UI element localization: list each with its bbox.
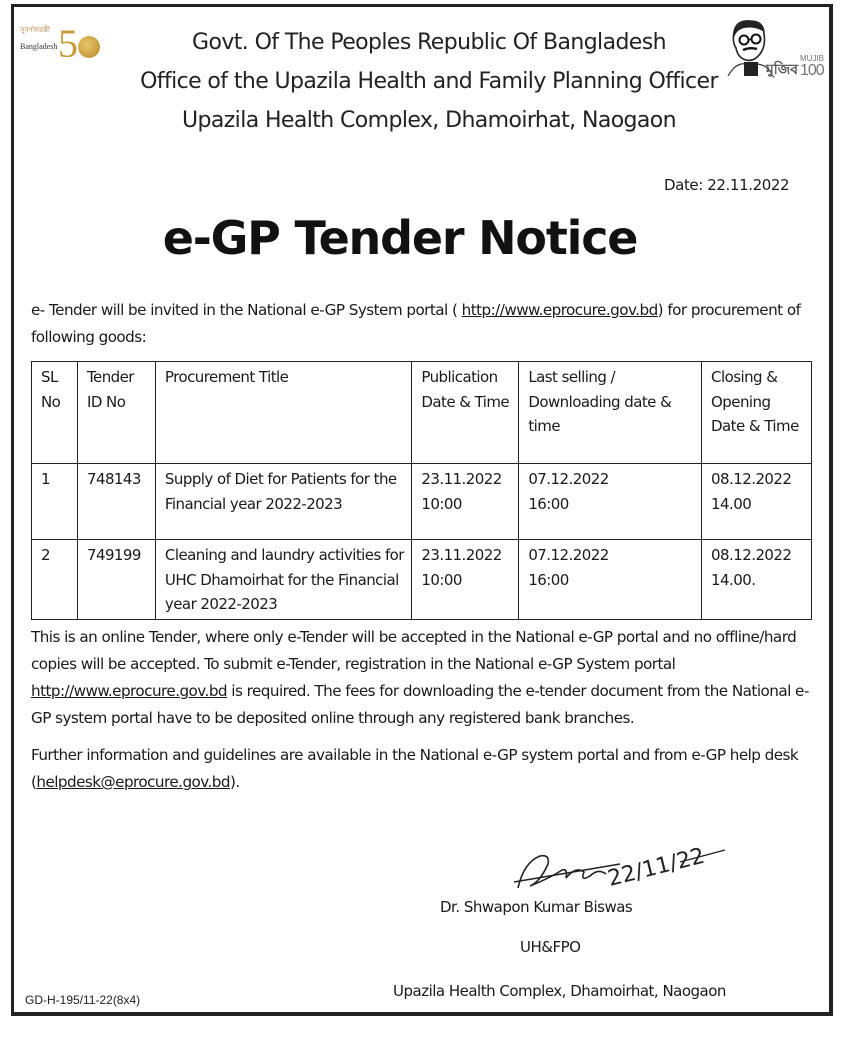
cell-tender-id: 748143 [77,464,155,540]
table-header-row [32,362,812,464]
header-office: Office of the Upazila Health and Family Planning Officer [140,69,718,94]
logo-five-glyph: 5 [58,21,78,66]
para1-text-after: is required. The fees for downloading the e-tender document from the National e-GP system portal have to be deposited online through any registered bank branches. [31,682,809,727]
logo-country-text: Bangladesh [20,42,58,51]
footer-reference-code: GD-H-195/11-22(8x4) [25,993,141,1007]
cell-closing: 08.12.2022 14.00 [702,464,812,540]
cell-last-selling: 07.12.2022 16:00 [519,540,702,620]
tender-table [31,361,812,620]
col-closing-opening-date: Closing & Opening Date & Time [702,362,812,464]
eprocure-link[interactable]: http://www.eprocure.gov.bd [31,682,228,700]
cell-closing: 08.12.2022 14.00. [702,540,812,620]
col-tender-id: Tender ID No [77,362,155,464]
table-row [32,464,812,540]
further-info-paragraph [31,742,821,796]
intro-text-after: ) for procurement of following goods: [31,301,801,346]
table-row [32,540,812,620]
col-sl-no: SL No [32,362,78,464]
mujib-number: 100 [800,62,824,79]
cell-last-selling: 07.12.2022 16:00 [519,464,702,540]
notice-date: Date: 22.11.2022 [664,176,790,194]
cell-sl: 2 [32,540,78,620]
eprocure-link[interactable]: http://www.eprocure.gov.bd [461,301,658,319]
logo-bn-text: সুবর্ণজয়ন্তী [20,26,50,34]
helpdesk-email-link[interactable]: helpdesk@eprocure.gov.bd [36,773,230,791]
col-publication-date: Publication Date & Time [412,362,519,464]
para2-text-after: ). [230,773,240,791]
col-procurement-title: Procurement Title [155,362,411,464]
mujib-en-text: MUJIB [800,54,824,63]
online-tender-paragraph [31,624,821,732]
cell-publication: 23.11.2022 10:00 [412,464,519,540]
signatory-organization: Upazila Health Complex, Dhamoirhat, Naogaon [393,982,726,1000]
intro-text-before: e- Tender will be invited in the National e-GP System portal ( [31,301,462,319]
notice-title: e-GP Tender Notice [162,211,638,265]
para1-text-before: This is an online Tender, where only e-Tender will be accepted in the National e-GP portal and no offline/hard copies will be accepted. To submit e-Tender, registration in the National e-GP System portal [31,628,797,673]
signatory-role: UH&FPO [520,938,581,956]
signatory-name: Dr. Shwapon Kumar Biswas [440,898,633,916]
signature-icon [510,842,740,897]
cell-sl: 1 [32,464,78,540]
handwritten-date: 22/11/22 [605,843,708,892]
cell-title: Cleaning and laundry activities for UHC Dhamoirhat for the Financial year 2022-2023 [155,540,411,620]
header-govt: Govt. Of The Peoples Republic Of Bangladesh [192,30,666,55]
mujib-bn-text: মুজিব [766,61,799,77]
header-address: Upazila Health Complex, Dhamoirhat, Naogaon [181,108,677,133]
para2-text-before: Further information and guidelines are available in the National e-GP system portal and from e-GP help desk ( [31,746,799,791]
cell-title: Supply of Diet for Patients for the Financial year 2022-2023 [155,464,411,540]
col-last-selling-date: Last selling / Downloading date & time [519,362,702,464]
cell-publication: 23.11.2022 10:00 [412,540,519,620]
intro-paragraph [31,297,821,351]
cell-tender-id: 749199 [77,540,155,620]
